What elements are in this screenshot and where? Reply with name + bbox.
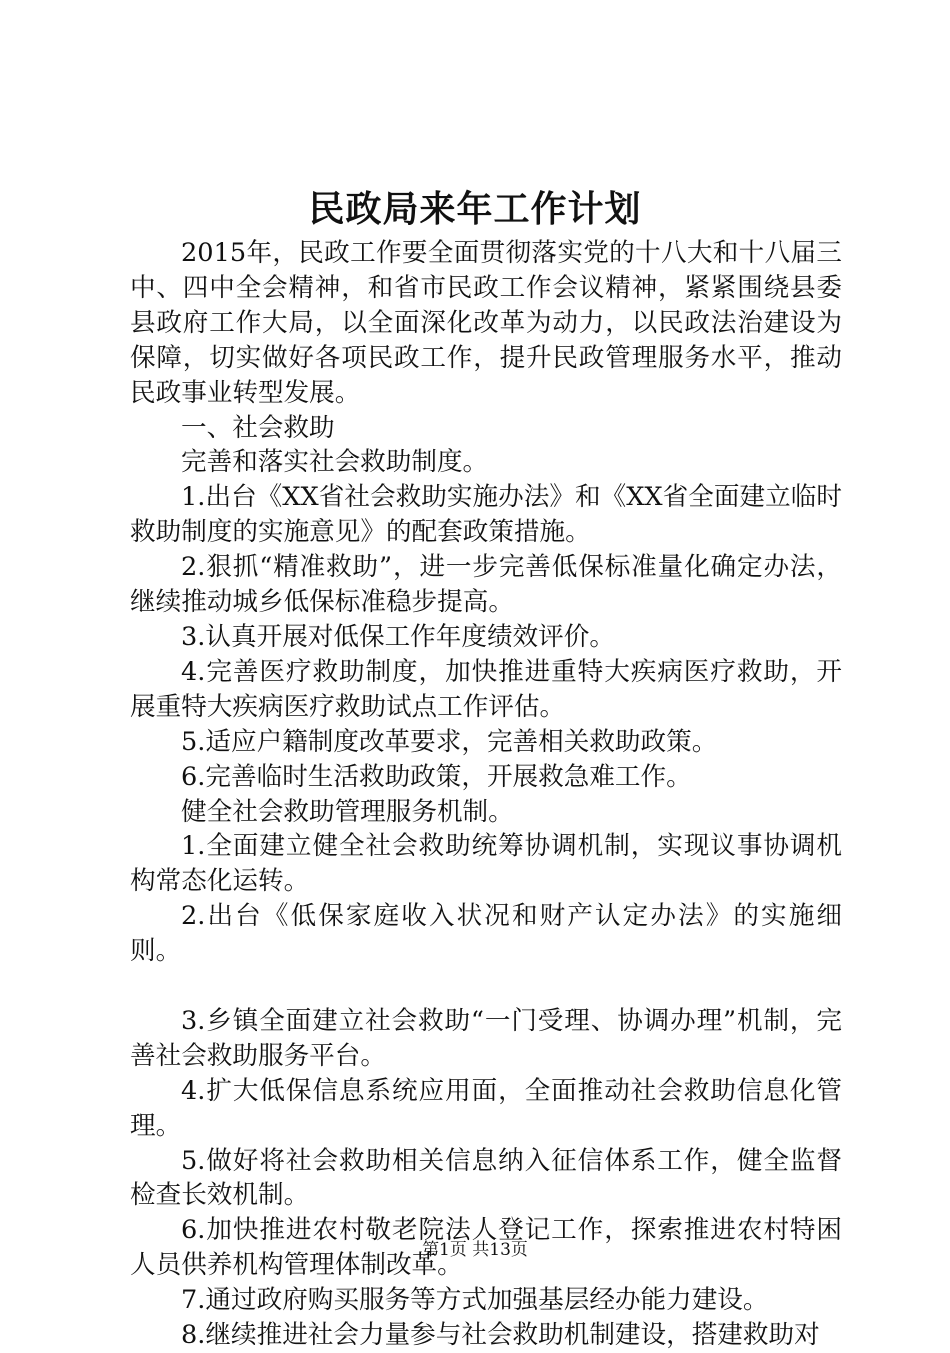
list-item: 4.完善医疗救助制度，加快推进重特大疾病医疗救助，开展重特大疾病医疗救助试点工作评估。 bbox=[130, 656, 842, 722]
document-title: 民政局来年工作计划 bbox=[308, 188, 642, 230]
list-item: 5.适应户籍制度改革要求，完善相关救助政策。 bbox=[181, 726, 718, 757]
section-heading: 一、社会救助 bbox=[181, 412, 335, 443]
document-body bbox=[130, 236, 842, 1353]
list-item: 1.全面建立健全社会救助统筹协调机制，实现议事协调机构常态化运转。 bbox=[130, 831, 842, 897]
subsection-heading: 健全社会救助管理服务机制。 bbox=[181, 796, 514, 827]
blank-line bbox=[130, 969, 842, 1004]
list-item: 3.乡镇全面建立社会救助“一门受理、协调办理”机制，完善社会救助服务平台。 bbox=[130, 1005, 842, 1071]
list-item: 4.扩大低保信息系统应用面，全面推动社会救助信息化管理。 bbox=[130, 1075, 842, 1141]
list-item: 6.加快推进农村敬老院法人登记工作，探索推进农村特困人员供养机构管理体制改革。 bbox=[130, 1215, 842, 1281]
subsection-heading: 完善和落实社会救助制度。 bbox=[181, 447, 489, 478]
list-item: 3.认真开展对低保工作年度绩效评价。 bbox=[181, 621, 615, 652]
list-item: 2.狠抓“精准救助”，进一步完善低保标准量化确定办法，继续推动城乡低保标准稳步提高。 bbox=[130, 552, 842, 618]
list-item: 6.完善临时生活救助政策，开展救急难工作。 bbox=[181, 761, 692, 792]
list-item: 7.通过政府购买服务等方式加强基层经办能力建设。 bbox=[181, 1285, 769, 1316]
intro-paragraph: 2015年，民政工作要全面贯彻落实党的十八大和十八届三中、四中全会精神，和省市民政工作会议精神，紧紧围绕县委县政府工作大局，以全面深化改革为动力，以民政法治建设为保障，切实做好各项民政工作，提升民政管理服务水平，推动民政事业转型发展。 bbox=[130, 238, 842, 408]
list-item: 1.出台《XX省社会救助实施办法》和《XX省全面建立临时救助制度的实施意见》的配套政策措施。 bbox=[130, 482, 842, 548]
list-item: 5.做好将社会救助相关信息纳入征信体系工作，健全监督检查长效机制。 bbox=[130, 1145, 842, 1211]
page-footer: 第1页 共13页 bbox=[422, 1240, 528, 1260]
list-item: 2.出台《低保家庭收入状况和财产认定办法》的实施细则。 bbox=[130, 901, 842, 967]
list-item: 8.继续推进社会力量参与社会救助机制建设，搭建救助对 bbox=[181, 1320, 820, 1351]
